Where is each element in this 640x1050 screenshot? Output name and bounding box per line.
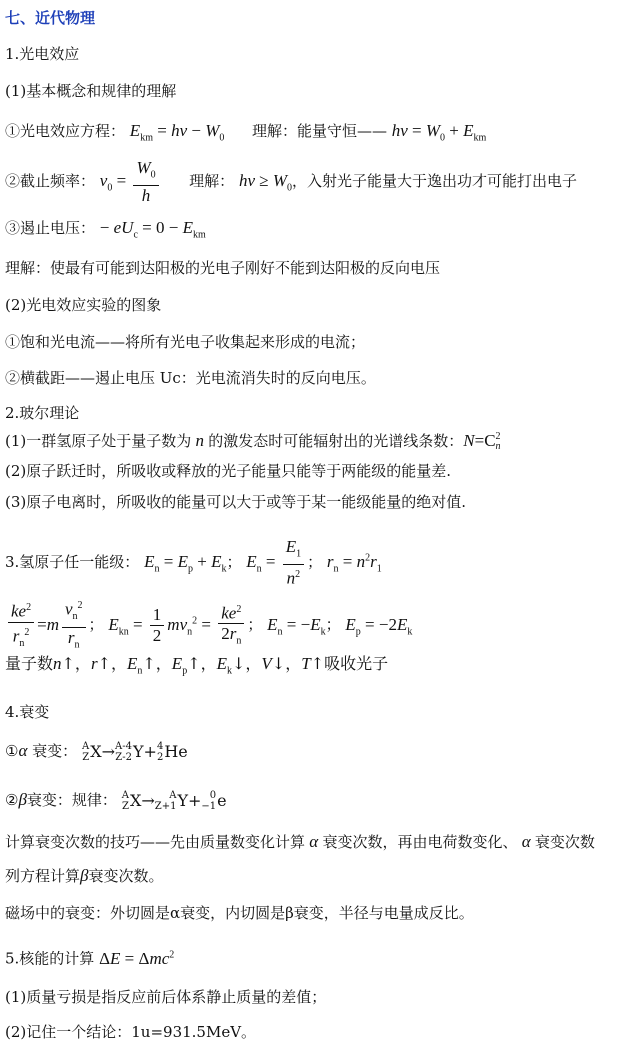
eq1-note: 理解：能量守恒—— (251, 122, 387, 140)
eq2-note: 理解： (189, 172, 235, 191)
alpha-decay-line: ①α 衰变： A Z X → A-4 Z-2 Y+ 4 2 He (5, 741, 188, 763)
decay-counting-tip: 计算衰变次数的技巧——先由质量数变化计算 α 衰变次数，再由电荷数变化、 α 衰变次数 (5, 832, 595, 851)
magnetic-decay-note: 磁场中的衰变：外切圆是α衰变，内切圆是β衰变，半径与电量成反比。 (5, 904, 474, 922)
work-function-inequality: $h\nu \ge W_0$ (238, 171, 293, 194)
spectral-lines-formula: N=C 2 n (463, 431, 501, 453)
photoelectric-subheading-1: (1)基本概念和规律的理解 (5, 82, 177, 100)
photoelectric-title: 1.光电效应 (5, 45, 80, 63)
decay-title: 4.衰变 (5, 703, 50, 721)
coulomb-force-line: $\frac{ke^2}{r_n^2}$ =m $\frac{v_n^2}{r_n}$ ； $E_{kn}$ = $\frac{1}{2}$ $mv_n^2$ = $\frac{ke^2}{2r_n}$ ； $E_n = -E_k$； $E_p = -2E_k$ (5, 596, 636, 655)
eq1-label: ①光电效应方程： (5, 122, 126, 140)
beta-decay-equation: A Z X → A Z+1 Y+ 0 −1 e (121, 790, 227, 812)
bohr-title: 2.玻尔理论 (5, 404, 80, 422)
cutoff-frequency-line (5, 158, 636, 206)
energy-conservation-equation: $h\nu = W_0 + E_{km}$ (391, 121, 487, 144)
hydrogen-level-line: 3.氢原子任一能级： $E_n = E_p + E_k$； $E_n$ = $\frac{E_1}{n^2}$ ； $r_n = n^2r_1$ (5, 537, 382, 589)
photoelectric-equation-line (5, 121, 636, 148)
potential-energy-relation: $E_p = -2E_k$ (345, 614, 413, 638)
stopping-voltage-equation: − $eU_c = 0 - E_{km}$ (99, 218, 206, 241)
alpha-decay-equation: A Z X → A-4 Z-2 Y+ 4 2 He (81, 741, 188, 763)
stopping-voltage-item: ②横截距——遏止电压 Uc：光电流消失时的反向电压。 (5, 369, 376, 387)
bohr-point-2: (2)原子跃迁时，所吸收或释放的光子能量只能等于两能级的能量差. (5, 462, 452, 480)
hydrogen-title: 3.氢原子任一能级： (5, 552, 140, 571)
stopping-voltage-line (5, 218, 636, 245)
atomic-mass-unit-point: (2)记住一个结论：1u=931.5MeV。 (5, 1023, 257, 1041)
section-heading: 七、近代物理 (5, 9, 96, 27)
energy-sum-equation: $E_n = E_p + E_k$ (144, 551, 227, 575)
mass-defect-point: (1)质量亏损是指反应前后体系静止质量的差值； (5, 988, 327, 1006)
decay-counting-tip-2: 列方程计算β衰变次数。 (5, 866, 164, 885)
quantum-number-rule: 量子数n↑，r↑，$E_n↑$，$E_p↑$，$E_k↓$，V↓，T↑吸收光子 (5, 654, 389, 677)
beta-decay-line: ②β衰变：规律： A Z X → A Z+1 Y+ 0 −1 e (5, 790, 227, 812)
bohr-point-1: (1)一群氢原子处于量子数为 n 的激发态时可能辐射出的光谱线条数：N=C 2 n (5, 431, 501, 453)
orbit-radius-equation: $r_n = n^2r_1$ (326, 551, 382, 575)
stopping-voltage-explanation: 理解：使最有可能到达阳极的光电子刚好不能到达阳极的反向电压 (5, 259, 441, 277)
kinetic-energy-equation: $E_{kn}$ = $\frac{1}{2}$ $mv_n^2$ = $\frac{ke^2}{2r_n}$ (108, 615, 247, 634)
nuclear-energy-title: 5.核能的计算 ΔE = Δmc$^2$ (5, 948, 175, 968)
cutoff-frequency-equation: $\nu_0$ = $\frac{W_0}{h}$ (100, 171, 162, 190)
energy-level-equation: $E_n$ = $\frac{E_1}{n^2}$ (246, 552, 307, 571)
photoelectric-subheading-2: (2)光电效应实验的图象 (5, 296, 162, 314)
saturation-current-item: ①饱和光电流——将所有光电子收集起来形成的电流； (5, 333, 366, 351)
centripetal-equation: $\frac{ke^2}{r_n^2}$ =m $\frac{v_n^2}{r_n}$ (5, 615, 89, 634)
eq2-tail: ，入射光子能量大于逸出功才可能打出电子 (292, 172, 578, 191)
total-energy-relation: $E_n = -E_k$ (267, 614, 326, 638)
photoelectric-equation: $E_{km} = h\nu - W_0$ (129, 121, 225, 144)
mass-energy-equation: ΔE = Δmc$^2$ (99, 948, 175, 968)
eq3-label: ③遏止电压： (5, 219, 96, 237)
eq2-label: ②截止频率： (5, 172, 96, 191)
bohr-point-3: (3)原子电离时，所吸收的能量可以大于或等于某一能级能量的绝对值. (5, 493, 467, 511)
